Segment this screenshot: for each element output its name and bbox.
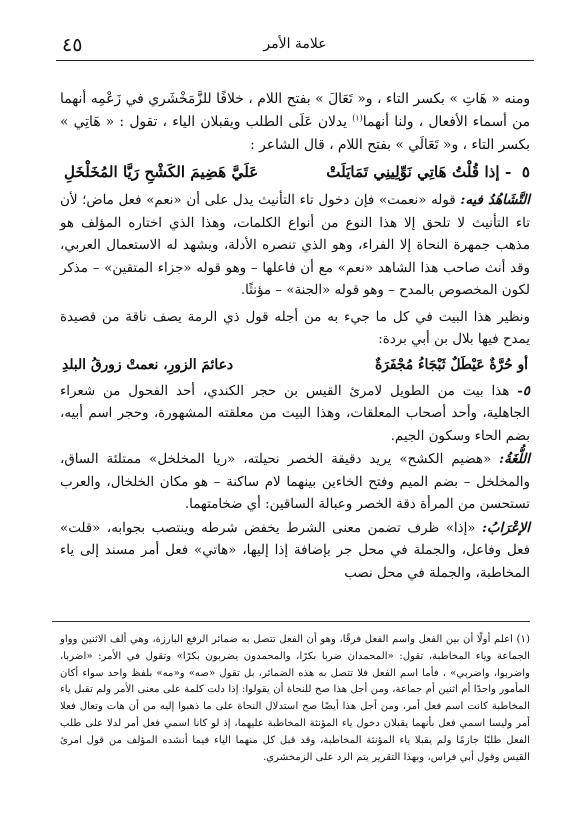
page-number: ٤٥ — [62, 34, 83, 56]
running-title: علامة الأمر — [263, 36, 327, 52]
footnote-rule — [52, 621, 530, 622]
verse-2 — [60, 354, 530, 376]
verse-note-number: ٥- — [517, 382, 530, 399]
vocabulary-label: اللُّغَةُ: — [499, 451, 530, 467]
main-text — [60, 88, 530, 585]
parsing-label: الإعْرَابُ: — [481, 519, 530, 536]
verse-1 — [60, 160, 530, 184]
verse-2-first-half: أو حُرَّةٌ عَيْطَلٌ ثَبْجَاءُ مُجْفَرَةٌ — [375, 356, 528, 373]
header-rule — [56, 60, 534, 61]
vocabulary-paragraph — [60, 448, 530, 517]
witness-paragraph — [60, 189, 530, 303]
verse-note-text: هذا بيت من الطويل لامرئ القيس بن حجر الكندي، أحد الفحول من شعراء الجاهلية، وأحد أصحاب المعلقات، وهذا البيت من معلقته المشهورة، وحجر اسم أبيه، بضم الحاء وسكون الجيم. — [60, 383, 530, 444]
parsing-text: «إذا» ظرف تضمن معنى الشرط يخفض شرطه وينتصب بجوابه، «قلت» فعل وفاعل، والجملة في محل جر بإضافة إذا إليها، «هاتي» فعل أمر مسند إلى ياء المخاطبة، والجملة في محل نصب — [60, 520, 530, 581]
analogy-paragraph: ونظير هذا البيت في كل ما جيء به من أجله قول ذي الرمة يصف ناقة من قصيدة يمدح فيها بلال بن أبي بردة: — [60, 309, 530, 347]
parsing-paragraph — [60, 517, 530, 586]
verse-2-second-half: دعائمَ الزورِ، نعمتْ زورقُ البلدِ — [62, 356, 233, 373]
witness-text: قوله «نعمت» فإن دخول تاء التأنيث يدل على أن «نعم» فعل ماض؛ لأن تاء التأنيث لا تلحق إلا هذا النوع من أنواع الكلمات، وهذا الذي اختاره المؤلف هو مذهب جمهرة النحاة إلا الفراء، وهو الذي تنصره الأدلة، ويشهد له الاستعمال العربي، وقد أنث صاحب هذا الشاهد «نعم» مع أن فاعلها – وهو قوله «جزاء المتقين» – مذكر لكون المخصوص بالمدح – وهو قوله «الجنة» – مؤنثًا. — [60, 193, 530, 298]
verse-1-second-half: عَلَيَّ هَضِيمَ الكَشْحِ رَيَّا المُخَلْخَلِ — [64, 163, 259, 181]
vocabulary-text: «هضيم الكشح» يريد دقيقة الخصر نحيلته، «ريا المخلخل» ممتلئة الساق، والمخلخل – بضم الميم وفتح الخاءين بينهما لام ساكنة – هو مكان الخلخال، والعرب تستحسن من المرأة دقة الخصر وعبالة الساقين: أي ضخامتهما. — [60, 452, 530, 512]
footnote-reference[interactable]: (١) — [352, 113, 363, 123]
intro-text: ومنه « هَاتِ » بكسر التاء ، و« تَعَالَ » بفتح اللام ، خلافًا للزَّمَخْشَري في زَعْمِه أنهما من أسماء الأفعال ، ولنا أنهما — [60, 91, 530, 130]
page-header — [58, 34, 532, 58]
verse-1-first-half-text: - إذا قُلْتُ هَاتِي نَوِّلِينِي تَمَايَلَتْ — [326, 163, 512, 181]
intro-text-tail: يدلان عَلَى الطلب ويقبلان الياء ، تقول : « هَاتِي » بكسر التاء ، و« تَعَالَي » بفتح اللام ، قال الشاعر : — [60, 114, 530, 153]
intro-paragraph — [60, 88, 530, 157]
verse-note-paragraph — [60, 380, 530, 449]
verse-1-first-half — [326, 160, 530, 184]
witness-label: التَّشَاهُدُ فيه: — [460, 192, 531, 208]
footnote: (١) اعلم أولًا أن بين الفعل واسم الفعل فرقًا، وهو أن الفعل تتصل به ضمائر الرفع البارزة، وهي ألف الاثنين وواو الجماعة وياء المخاطبة، تقول: «المحمدان ضربا بكرًا، والمحمدون يضربون بكرًا» وتقول في الأمر: «اضربا، واضربوا، واضربي» ، فأما اسم الفعل فلا تتصل به هذه الضمائر، بل تقول «صه» و«مه» بلفظ واحد سواء أكان المأمور واحدًا أم اثنين أم جماعة، ومن أجل هذا صح للنحاة أن يقولوا: إذا دلت كلمة على معنى الأمر ولم تقبل ياء المخاطبة كانت اسم فعل أمر، ومن أجل هذا أيضًا صح استدلال النحاة على ما ذهبوا إليه من أن هات وتعال فعلا أمر وليسا اسمي فعل بأنهما يقبلان دخول ياء المؤنثة المخاطبة عليهما، إذ لو كانا اسمي فعل أمر لدلا على طلب الفعل طلبًا جازمًا ولم يقبلا ياء المؤنثة المخاطبة، وقد قبل كل منهما الياء فيما أنشده المؤلف من قول امرئ القيس وقول أبي فراس، وبهذا التقرير يتم الرد على الزمخشري. — [60, 634, 530, 763]
verse-1-number: ٥ — [521, 163, 530, 181]
